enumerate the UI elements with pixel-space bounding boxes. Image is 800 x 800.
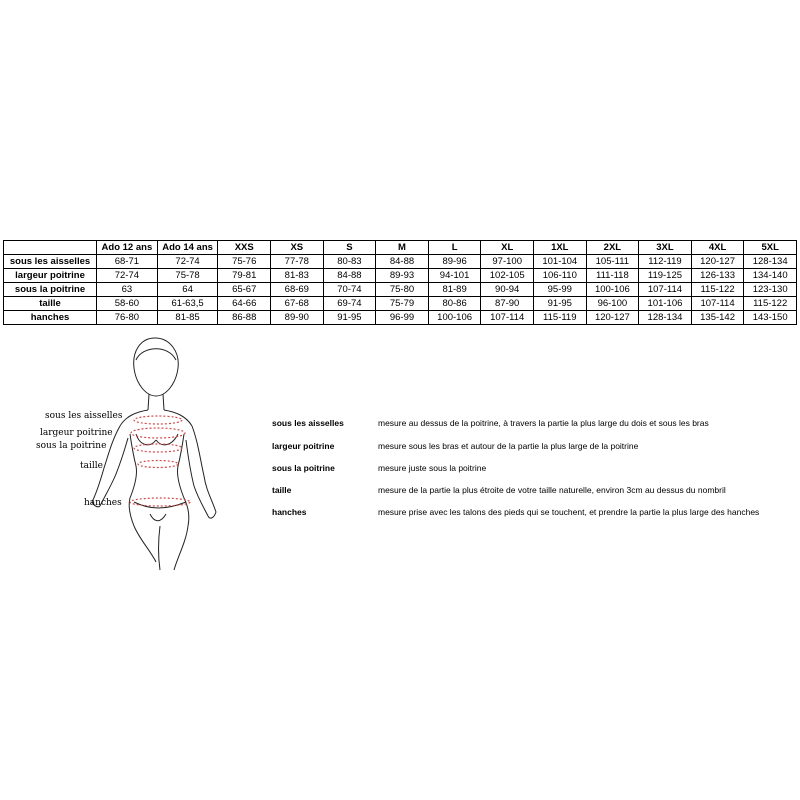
waist-measure-line [138,461,178,468]
table-cell: 58-60 [97,297,158,311]
legend-description: mesure au dessus de la poitrine, à travers la partie la plus large du dois et sous les bras [378,418,709,428]
table-cell: 96-100 [586,297,639,311]
table-header-cell: XXS [218,241,271,255]
legend-description: mesure prise avec les talons des pieds qui se touchent, et prendre la partie la plus large des hanches [378,507,760,517]
size-chart-table [3,240,797,325]
body-measurement-figure [0,330,260,580]
table-header-cell: 1XL [533,241,586,255]
table-cell: 115-122 [691,283,744,297]
table-header-cell [4,241,97,255]
table-header-cell: 5XL [744,241,797,255]
table-cell: 64 [157,283,218,297]
legend-row-hips [272,507,792,521]
table-cell: 75-80 [376,283,429,297]
table-header-cell: 3XL [639,241,692,255]
table-cell: 77-78 [271,255,324,269]
table-cell: 123-130 [744,283,797,297]
table-cell: 68-71 [97,255,158,269]
figure-label-bust: largeur poitrine [40,428,113,438]
table-row [4,311,797,325]
legend-description: mesure sous les bras et autour de la partie la plus large de la poitrine [378,441,639,451]
table-header-cell: M [376,241,429,255]
table-cell: 95-99 [533,283,586,297]
table-header-cell: Ado 12 ans [97,241,158,255]
table-cell: 84-88 [323,269,376,283]
table-header-cell: 2XL [586,241,639,255]
row-label: taille [4,297,97,311]
table-cell: 128-134 [744,255,797,269]
table-cell: 100-106 [428,311,481,325]
legend-row-underarm [272,418,792,432]
table-cell: 97-100 [481,255,534,269]
table-cell: 63 [97,283,158,297]
legend-row-waist [272,485,792,499]
table-cell: 106-110 [533,269,586,283]
legend-row-underbust [272,463,792,477]
table-header-cell: XS [271,241,324,255]
legend-row-bust [272,441,792,455]
bust-measure-line [131,428,185,438]
table-cell: 126-133 [691,269,744,283]
table-cell: 102-105 [481,269,534,283]
table-cell: 135-142 [691,311,744,325]
row-label: largeur poitrine [4,269,97,283]
legend-term: taille [272,485,292,495]
table-cell: 72-74 [97,269,158,283]
table-cell: 61-63,5 [157,297,218,311]
table-cell: 112-119 [639,255,692,269]
table-cell: 89-90 [271,311,324,325]
measurement-lines [130,416,190,506]
table-cell: 120-127 [691,255,744,269]
table-cell: 91-95 [323,311,376,325]
table-cell: 68-69 [271,283,324,297]
table-cell: 87-90 [481,297,534,311]
table-cell: 70-74 [323,283,376,297]
table-cell: 81-89 [428,283,481,297]
table-cell: 107-114 [481,311,534,325]
table-cell: 90-94 [481,283,534,297]
table-cell: 80-83 [323,255,376,269]
table-header-row [4,241,797,255]
table-cell: 100-106 [586,283,639,297]
legend-description: mesure de la partie la plus étroite de votre taille naturelle, environ 3cm au dessus du nombril [378,485,726,495]
table-cell: 105-111 [586,255,639,269]
table-cell: 101-106 [639,297,692,311]
underarm-measure-line [134,416,182,424]
table-cell: 107-114 [691,297,744,311]
table-cell: 84-88 [376,255,429,269]
table-cell: 65-67 [218,283,271,297]
table-cell: 75-78 [157,269,218,283]
table-header-cell: S [323,241,376,255]
row-label: sous les aisselles [4,255,97,269]
table-cell: 143-150 [744,311,797,325]
table-cell: 115-119 [533,311,586,325]
figure-label-underarm: sous les aisselles [45,411,123,421]
table-cell: 86-88 [218,311,271,325]
table-cell: 111-118 [586,269,639,283]
row-label: sous la poitrine [4,283,97,297]
legend-term: sous les aisselles [272,418,344,428]
table-cell: 91-95 [533,297,586,311]
table-cell: 64-66 [218,297,271,311]
table-cell: 119-125 [639,269,692,283]
body-outline-illustration [0,330,260,580]
table-cell: 76-80 [97,311,158,325]
legend-description: mesure juste sous la poitrine [378,463,487,473]
figure-label-hips: hanches [84,498,122,508]
table-cell: 128-134 [639,311,692,325]
table-cell: 80-86 [428,297,481,311]
underbust-measure-line [134,444,182,452]
body-outline [92,338,216,570]
figure-label-underbust: sous la poitrine [36,441,107,451]
table-cell: 107-114 [639,283,692,297]
figure-label-waist: taille [80,461,103,471]
hip-measure-line [130,498,190,506]
table-row [4,255,797,269]
table-cell: 115-122 [744,297,797,311]
table-cell: 89-96 [428,255,481,269]
table-cell: 120-127 [586,311,639,325]
row-label: hanches [4,311,97,325]
table-header-cell: Ado 14 ans [157,241,218,255]
table-cell: 134-140 [744,269,797,283]
table-row [4,283,797,297]
table-row [4,269,797,283]
table-cell: 96-99 [376,311,429,325]
table-cell: 81-85 [157,311,218,325]
table-cell: 75-76 [218,255,271,269]
table-cell: 69-74 [323,297,376,311]
table-cell: 81-83 [271,269,324,283]
table-cell: 79-81 [218,269,271,283]
table-cell: 75-79 [376,297,429,311]
table-cell: 89-93 [376,269,429,283]
table-cell: 94-101 [428,269,481,283]
legend-term: largeur poitrine [272,441,335,451]
table-header-cell: 4XL [691,241,744,255]
table-row [4,297,797,311]
table-header-cell: XL [481,241,534,255]
table-header-cell: L [428,241,481,255]
legend-term: sous la poitrine [272,463,335,473]
table-cell: 67-68 [271,297,324,311]
table-cell: 72-74 [157,255,218,269]
table-cell: 101-104 [533,255,586,269]
legend-term: hanches [272,507,307,517]
